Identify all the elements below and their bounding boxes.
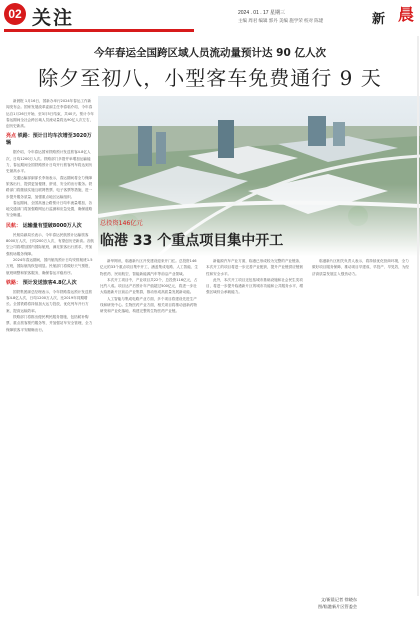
- paragraph: 国铁集团副总经理表示，今年铁路春运预计发送旅客4.8亿人次，日均1200万人次，比2019年同期增长。全国铁路将持续加大运力投放，优化列车开行方案，提高运输效率。: [6, 289, 93, 313]
- reporter-credit: 文/新晨记者 徐晓东: [320, 597, 358, 602]
- logo-char-2: 晨: [398, 5, 415, 24]
- paragraph: 新华网讯，临港新片区开发建设迎来开门红。总投资146亿元的33个重点项目集中开工，涵盖集成电路、人工智能、生物医药、民用航空、智能新能源汽车等前沿产业领域。: [100, 259, 199, 276]
- section-heading: 铁路： 预计发送旅客4.8亿人次: [6, 279, 77, 286]
- photo-credit: [318, 596, 357, 610]
- paragraph: 本次开工项目中，产业项目共22个，总投资116亿元，占比约八成。项目达产后预计年产值超过500亿元，将进一步壮大临港新片区前沿产业集群，推动形成高质量发展新动能。: [100, 277, 198, 295]
- page-header: [0, 0, 420, 40]
- paragraph: 铁路部门将推出便民利民服务措施，包括候补购票、重点旅客预约服务等，并加强站车安全管理，全力保障旅客平安顺畅出行。: [6, 315, 93, 332]
- paragraph: 临港新片区相关负责人表示，将持续优化营商环境，全力做好项目服务保障，推动项目早建成、早投产、早见效，为经济高质量发展注入强劲动力。: [312, 259, 410, 276]
- paragraph: 此外，本次开工项目还包括城市基础设施和社会民生类项目，将进一步提升临港新片区的城市功能和公共服务水平，增强区域综合承载能力。: [206, 277, 304, 295]
- issue-date: 2024 . 01 . 17 星期三: [238, 10, 285, 16]
- paragraph: 人工智能与集成电路产业方面，多个项目将建设先进生产线和研发中心。生物医药产业方面，相关项目将推动创新药物研发和产业化落地，构建完整的生物医药产业链。: [100, 296, 198, 314]
- article-left-column: [6, 98, 94, 638]
- paragraph: 春运期间，全国高速公路预计日均车流量增加，各地交通部门将加强路网运行监测和应急处置，确保道路安全畅通。: [6, 200, 93, 218]
- article-headline: 除夕至初八，小型客车免费通行 9 天: [38, 66, 382, 90]
- newspaper-logo: [372, 2, 416, 26]
- paragraph: 交通运输部副部长李扬表示，春运期间将全力保障旅客出行，提供更加便捷、舒适、安全的出行服务。铁路部门将继续实施互联网售票、电子客票等措施，进一步提升服务质量，加强重点地区运输组织。: [6, 175, 93, 199]
- article-subheadline: 今年春运全国跨区域人员流动量预计达 90 亿人次: [94, 47, 326, 59]
- header-divider: [4, 29, 194, 32]
- feature-column-1: [100, 258, 200, 638]
- section-title: 关注: [32, 7, 75, 29]
- paragraph: 新能源汽车产业方面，临港已形成较为完整的产业链条，本次开工的项目将进一步完善产业配套，提升产业链供应链韧性和安全水平。: [206, 259, 304, 276]
- scrollbar[interactable]: [417, 36, 419, 596]
- paragraph: 据介绍，今年春运国家铁路预计发送旅客4.8亿人次，日均1200万人次。铁路部门多措并举增加运输能力，春运期间全国铁路预计日均开行旅客列车将达到历史最高水平。: [6, 150, 93, 174]
- article-lead: 新晨报 1月16日，国新办举行2024年春运工作新闻发布会。国家发展改革委副主任李春临介绍，今年春运自1月26日开始，至3月5日结束，共40天。预计今年春运期间全社会跨区域人员流动量将达90亿人次左右，创历史新高。: [6, 99, 94, 129]
- investment-label: 总投资146亿元: [100, 220, 143, 227]
- section-heading: 亮点 铁路：预计日均车次增至3020万辆: [6, 133, 92, 147]
- paragraph: 2024年春运期间，国内航线预计日均安排航班1.5万班，国际航线恢复明显。民航部门将做好天气预报、航班调整和旅客服务，确保春运平稳有序。: [6, 257, 93, 275]
- logo-char-1: 新: [372, 12, 386, 27]
- feature-headline: 临港 33 个重点项目集中开工: [100, 233, 284, 249]
- image-credit: 图/临港新片区管委会: [318, 604, 358, 609]
- editor-credits: 主编 周君 编辑 郭丹 美编 施学荣 校对 陈建: [238, 18, 324, 23]
- paragraph: 民航局副局长表示，今年春运民航预计运输旅客8000万人次，日均200万人次，有望创历史新高。各航空公司将增加国内国际航班，满足旅客出行需求，并加强机场服务保障。: [6, 232, 94, 256]
- section-heading: 民航： 运输量有望破8000万人次: [6, 222, 82, 229]
- feature-column-3: [312, 258, 412, 588]
- feature-column-2: [206, 258, 306, 638]
- page-number: 02: [4, 3, 26, 25]
